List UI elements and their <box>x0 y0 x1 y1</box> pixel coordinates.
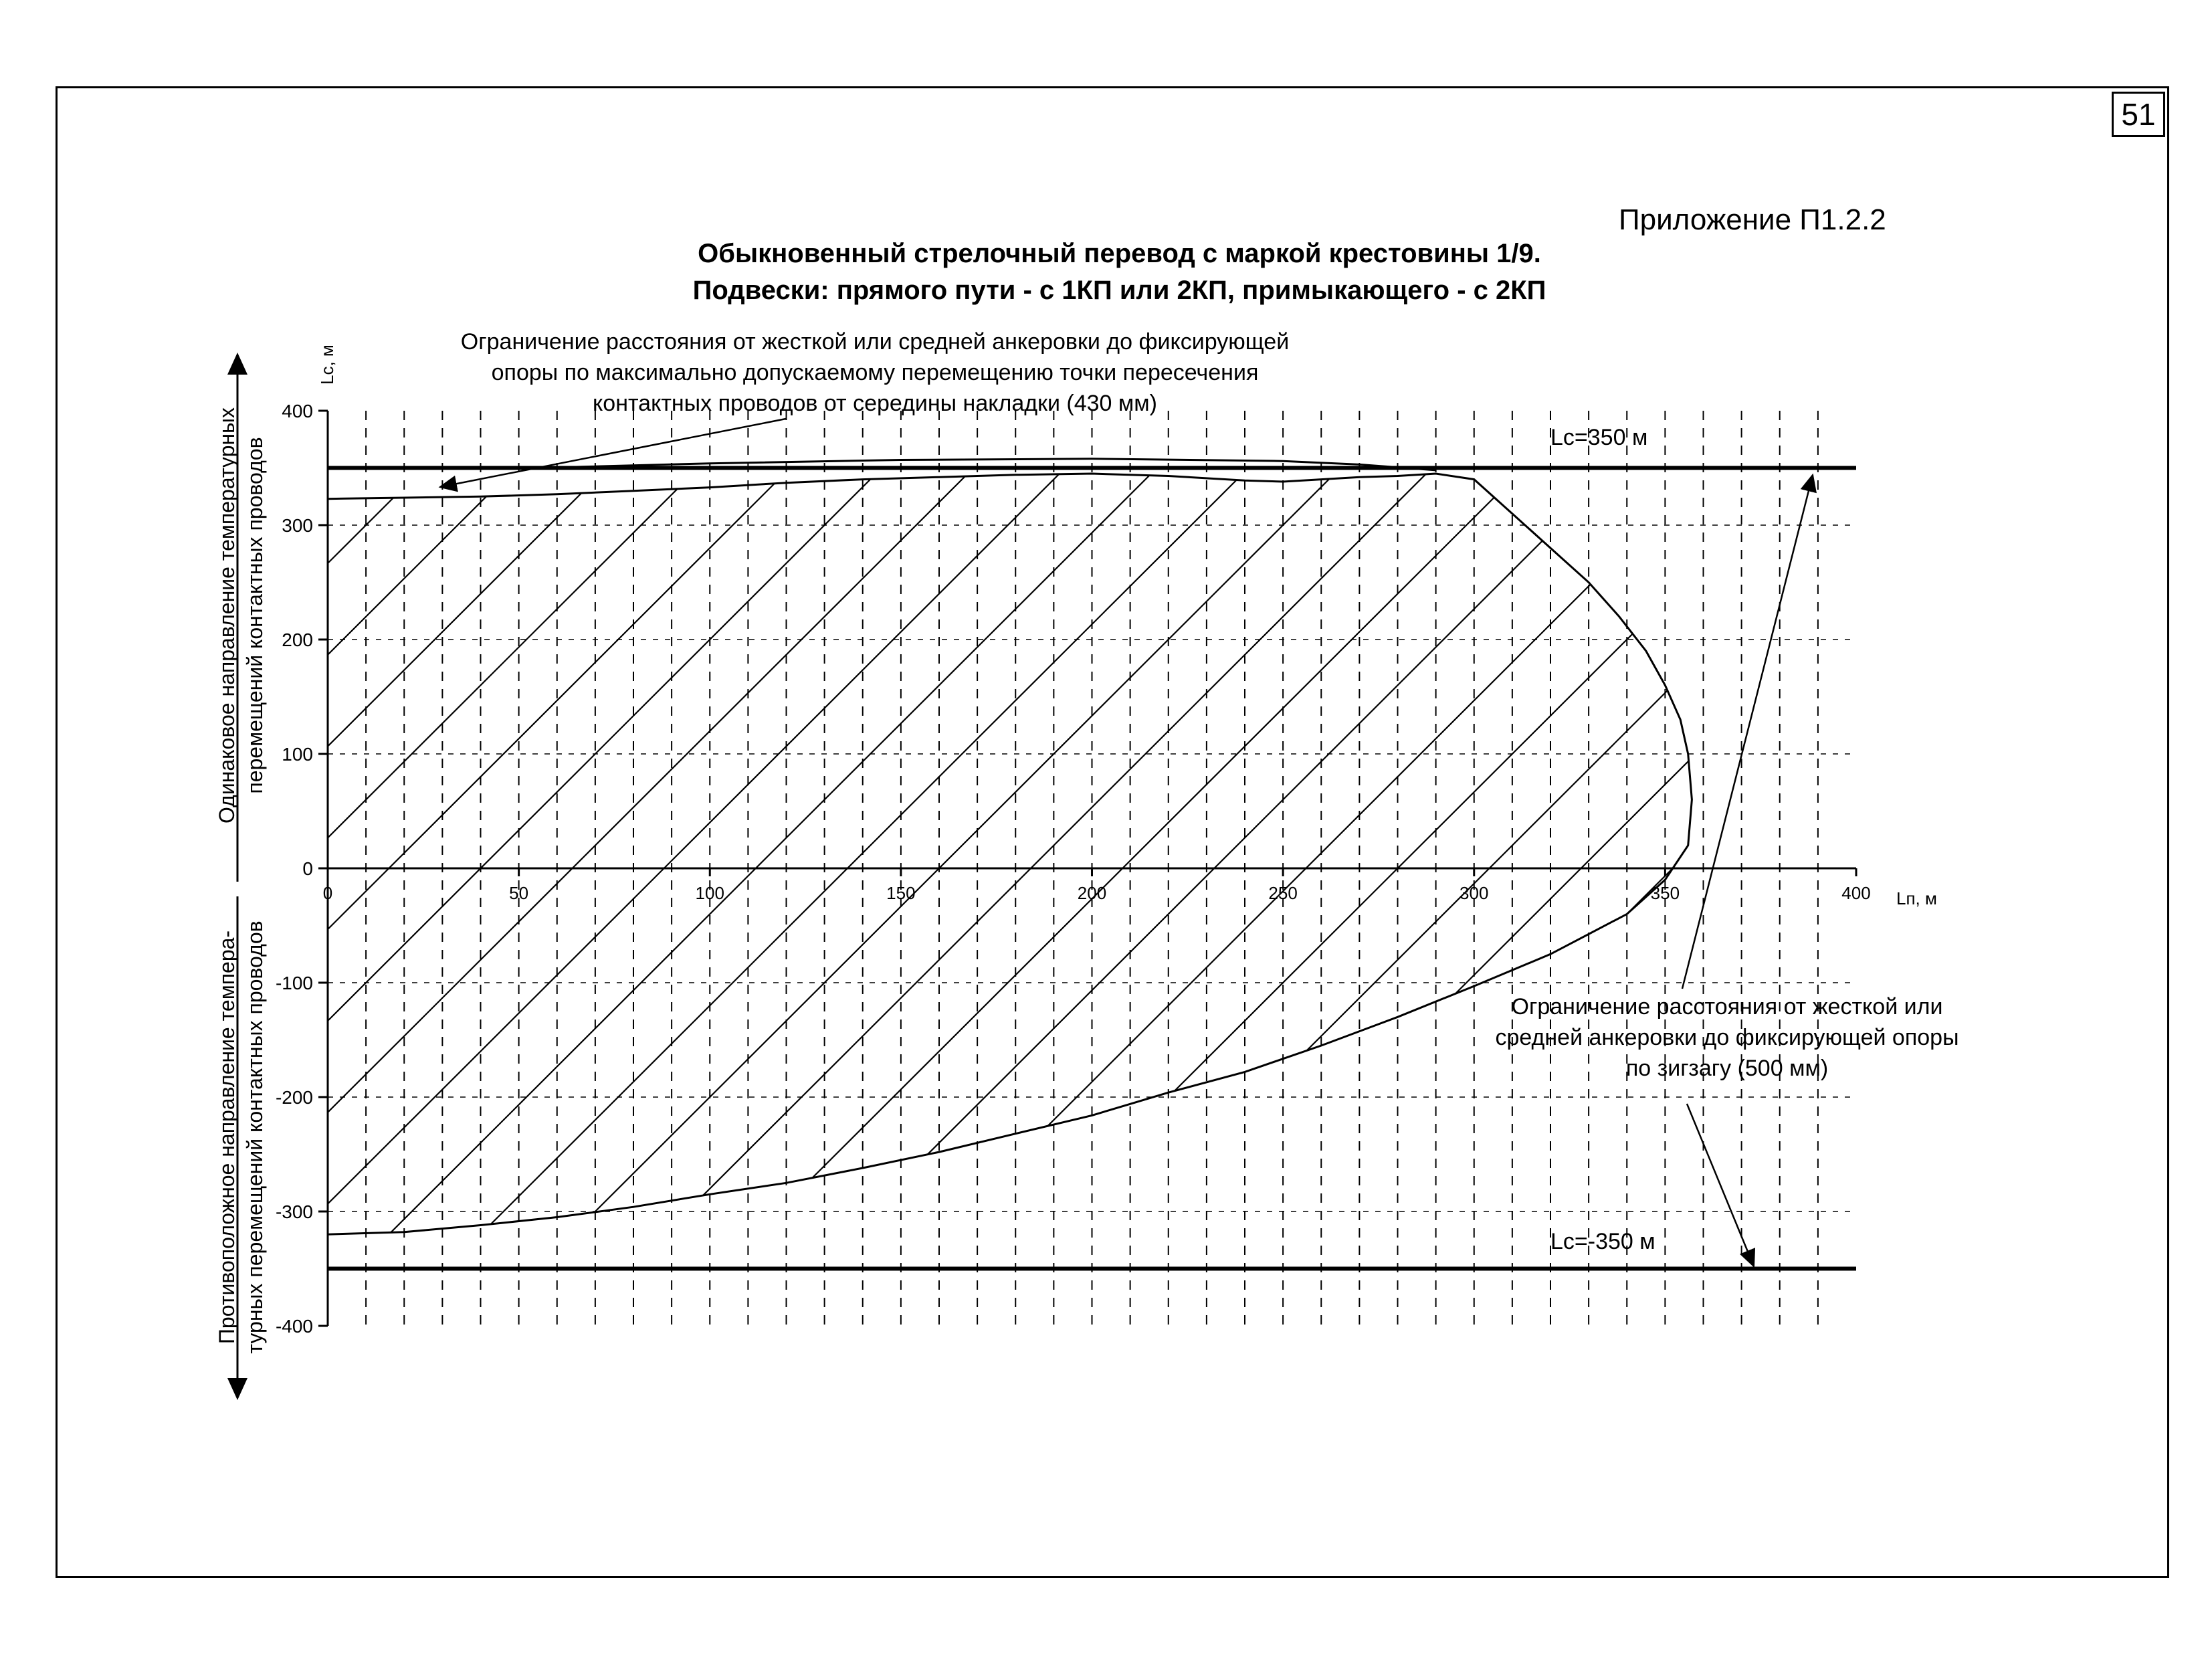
x-axis-label: Lп, м <box>1896 888 1937 908</box>
y-tick-label: 200 <box>282 629 313 650</box>
top-annotation <box>440 329 1289 487</box>
x-tick-label: 100 <box>695 883 724 903</box>
right-annotation <box>1495 475 1958 1266</box>
limit-label-upper: Lc=350 м <box>1550 425 1648 450</box>
axes <box>318 411 1856 1326</box>
y-tick-label: -300 <box>275 1201 313 1222</box>
hatch-line <box>1856 411 2212 1326</box>
y-tick-label: 100 <box>282 744 313 765</box>
y-tick-label: -200 <box>275 1087 313 1108</box>
top-annotation-line-2: опоры по максимально допускаемому перемещению точки пересечения <box>491 360 1259 385</box>
y-tick-label: -100 <box>275 973 313 993</box>
y-tick-label: 0 <box>302 858 313 879</box>
y-tick-label: 300 <box>282 515 313 536</box>
appendix-label: Приложение П1.2.2 <box>1619 203 1886 236</box>
side-label-upper-2: перемещений контактных проводов <box>243 437 267 794</box>
x-tick-label: 200 <box>1077 883 1107 903</box>
x-tick-label: 350 <box>1650 883 1680 903</box>
y-tick-label: 400 <box>282 401 313 421</box>
limit-label-lower: Lc=-350 м <box>1550 1229 1655 1254</box>
y-tick-labels <box>276 401 313 1337</box>
side-labels <box>215 355 267 1398</box>
title-line-1: Обыкновенный стрелочный перевод с маркой крестовины 1/9. <box>698 239 1541 268</box>
right-annotation-line-3: по зигзагу (500 мм) <box>1625 1056 1829 1081</box>
right-annotation-line-1: Ограничение расстояния от жесткой или <box>1511 994 1943 1019</box>
side-label-lower-1: Противоположное направление темпера- <box>215 930 239 1345</box>
x-tick-label: 300 <box>1460 883 1489 903</box>
x-tick-label: 150 <box>886 883 916 903</box>
title-line-2: Подвески: прямого пути - с 1КП или 2КП, примыкающего - с 2КП <box>692 276 1546 305</box>
x-tick-label: 0 <box>322 883 333 903</box>
x-tick-label: 400 <box>1841 883 1871 903</box>
y-axis-label: Lс, м <box>317 345 337 385</box>
right-annotation-line-2: средней анкеровки до фиксирующей опоры <box>1495 1025 1959 1050</box>
side-label-lower-2: турных перемещений контактных проводов <box>243 920 267 1354</box>
page-number: 51 <box>2112 92 2165 137</box>
top-annotation-line-1: Ограничение расстояния от жесткой или средней анкеровки до фиксирующей <box>460 329 1290 355</box>
x-tick-label: 250 <box>1268 883 1298 903</box>
region-outline <box>328 474 1692 1234</box>
side-label-upper-1: Одинаковое направление температурных <box>215 407 239 824</box>
y-tick-label: -400 <box>275 1316 313 1337</box>
x-tick-label: 50 <box>509 883 529 903</box>
top-annotation-line-3: контактных проводов от середины накладки (430 мм) <box>593 391 1157 416</box>
